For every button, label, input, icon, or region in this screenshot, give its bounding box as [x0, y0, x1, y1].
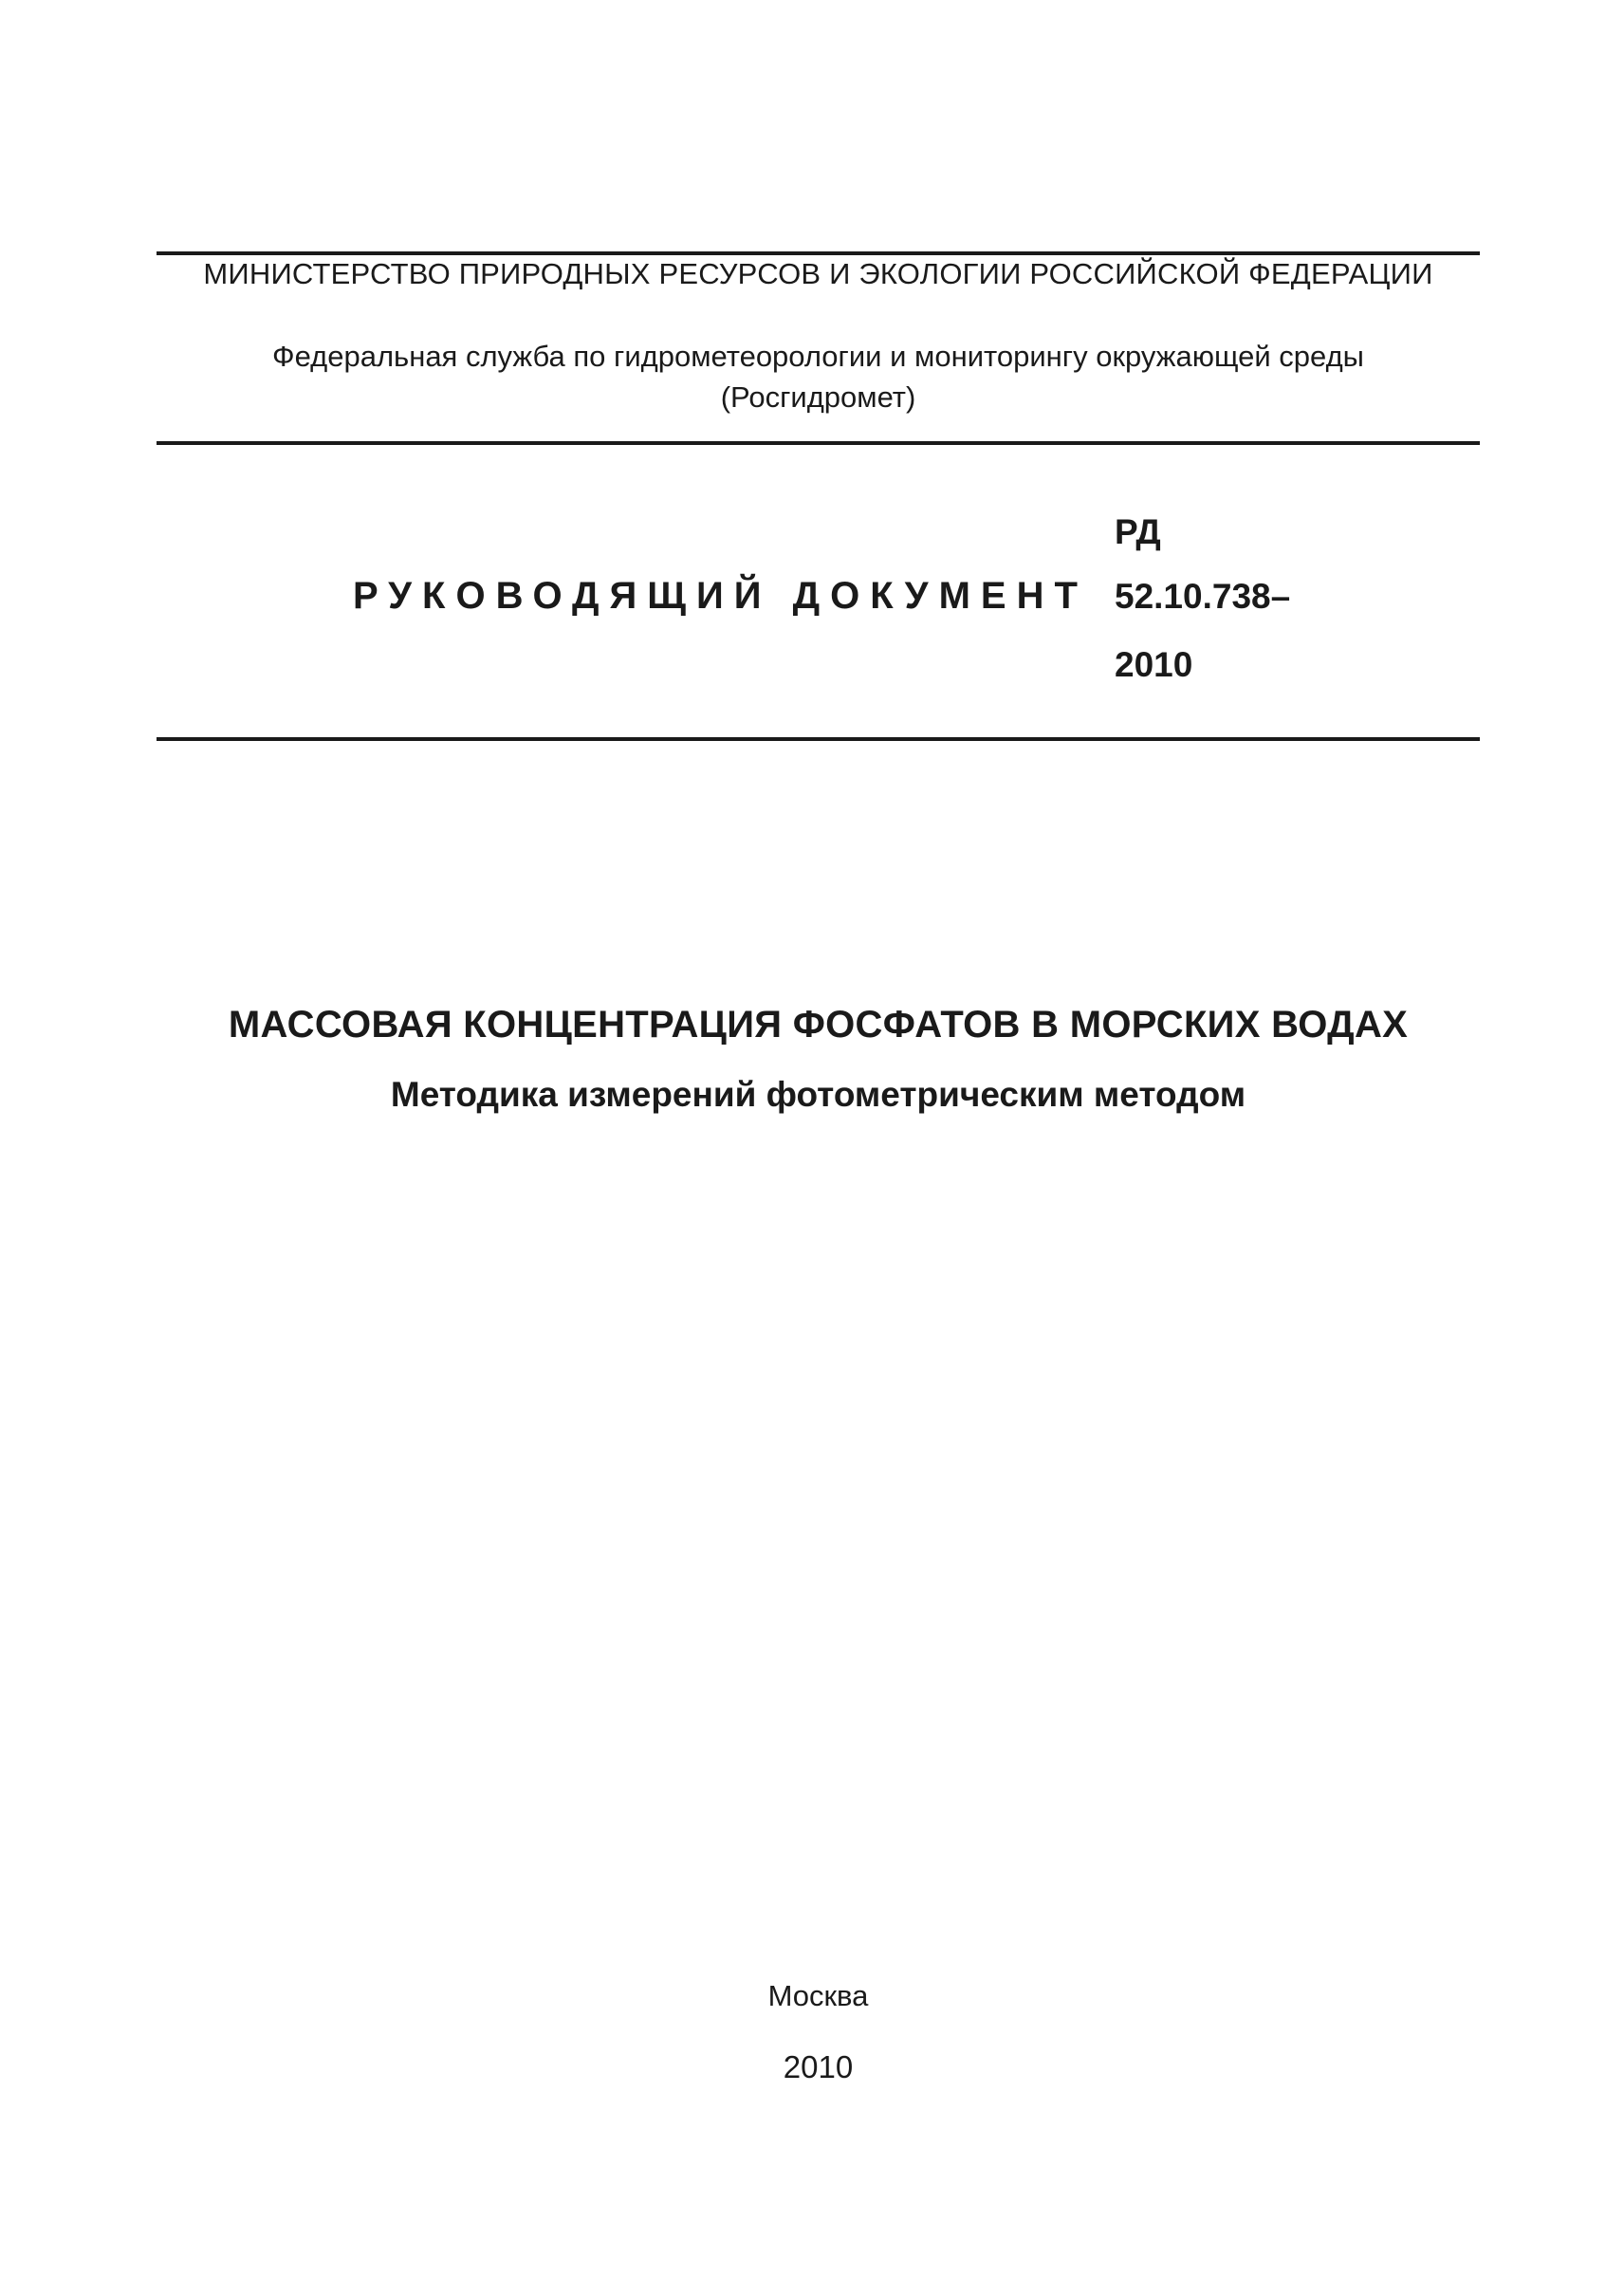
document-code-number: 52.10.738–: [1115, 577, 1291, 616]
document-code-year: 2010: [1115, 645, 1193, 684]
document-title: МАССОВАЯ КОНЦЕНТРАЦИЯ ФОСФАТОВ В МОРСКИХ ВОДАХ: [228, 1004, 1409, 1046]
service-name: Федеральная служба по гидрометеорологии и мониторингу окружающей среды: [272, 340, 1364, 373]
publication-year: 2010: [783, 2049, 854, 2084]
header-bottom-rule: [157, 441, 1480, 445]
service-abbreviation: (Росгидромет): [720, 380, 916, 414]
top-rule: [157, 251, 1480, 255]
document-subtitle: Методика измерений фотометрическим методом: [390, 1075, 1246, 1114]
ministry-name: МИНИСТЕРСТВО ПРИРОДНЫХ РЕСУРСОВ И ЭКОЛОГИИ РОССИЙСКОЙ ФЕДЕРАЦИИ: [203, 257, 1433, 290]
document-type: РУКОВОДЯЩИЙ ДОКУМЕНТ: [353, 575, 1088, 617]
publication-city: Москва: [767, 1979, 869, 2012]
doc-id-bottom-rule: [157, 737, 1480, 741]
document-code-prefix: РД: [1115, 512, 1161, 551]
